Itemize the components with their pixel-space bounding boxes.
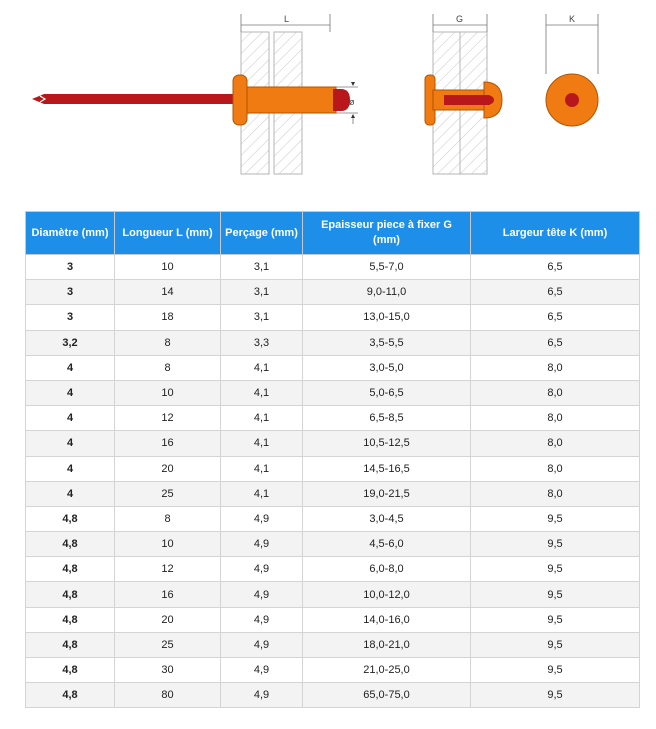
table-cell: 3: [26, 280, 115, 305]
table-row: [26, 557, 640, 582]
table-cell: 18,0-21,0: [303, 632, 471, 657]
table-cell: 9,5: [471, 532, 640, 557]
table-cell: 6,5: [471, 255, 640, 280]
table-cell: 5,5-7,0: [303, 255, 471, 280]
table-cell: 25: [115, 632, 221, 657]
table-cell: 3,0-5,0: [303, 355, 471, 380]
table-cell: 20: [115, 456, 221, 481]
table-row: [26, 330, 640, 355]
table-cell: 9,5: [471, 658, 640, 683]
table-cell: 4,8: [26, 532, 115, 557]
table-row: [26, 683, 640, 708]
table-cell: 4,9: [221, 658, 303, 683]
table-cell: 8: [115, 330, 221, 355]
table-cell: 4,5-6,0: [303, 532, 471, 557]
table-cell: 19,0-21,5: [303, 481, 471, 506]
table-cell: 4,1: [221, 380, 303, 405]
table-cell: 4: [26, 406, 115, 431]
rivet-body: [244, 87, 336, 113]
rivet-spec-table: [25, 211, 640, 708]
table-cell: 4,9: [221, 506, 303, 531]
table-row: [26, 481, 640, 506]
table-cell: 80: [115, 683, 221, 708]
table-row: [26, 658, 640, 683]
table-cell: 8: [115, 506, 221, 531]
header-largeur-tete: Largeur tête K (mm): [471, 212, 640, 255]
table-cell: 5,0-6,5: [303, 380, 471, 405]
table-cell: 12: [115, 406, 221, 431]
table-cell: 8,0: [471, 431, 640, 456]
table-cell: 14,0-16,0: [303, 607, 471, 632]
rivet-set-view: [425, 14, 502, 174]
table-cell: 4,8: [26, 683, 115, 708]
table-cell: 9,0-11,0: [303, 280, 471, 305]
table-cell: 6,5: [471, 330, 640, 355]
table-cell: 4,1: [221, 481, 303, 506]
grip-label: G: [456, 14, 464, 24]
table-row: [26, 305, 640, 330]
table-cell: 65,0-75,0: [303, 683, 471, 708]
table-cell: 30: [115, 658, 221, 683]
table-cell: 16: [115, 431, 221, 456]
table-cell: 3: [26, 255, 115, 280]
length-label: L: [284, 14, 290, 24]
table-cell: 4,9: [221, 607, 303, 632]
table-cell: 9,5: [471, 582, 640, 607]
mandrel-tip: [32, 94, 44, 104]
table-cell: 4: [26, 355, 115, 380]
table-cell: 9,5: [471, 683, 640, 708]
table-cell: 4,8: [26, 632, 115, 657]
table-cell: 4,1: [221, 456, 303, 481]
table-row: [26, 280, 640, 305]
table-row: [26, 255, 640, 280]
table-row: [26, 380, 640, 405]
table-cell: 3,3: [221, 330, 303, 355]
table-cell: 8,0: [471, 355, 640, 380]
table-cell: 8,0: [471, 380, 640, 405]
table-cell: 3: [26, 305, 115, 330]
table-cell: 9,5: [471, 632, 640, 657]
table-cell: 21,0-25,0: [303, 658, 471, 683]
table-cell: 10,0-12,0: [303, 582, 471, 607]
table-cell: 6,5: [471, 305, 640, 330]
table-cell: 3,2: [26, 330, 115, 355]
table-cell: 4: [26, 380, 115, 405]
table-cell: 4,9: [221, 557, 303, 582]
table-cell: 8,0: [471, 406, 640, 431]
table-cell: 4: [26, 431, 115, 456]
table-cell: 8: [115, 355, 221, 380]
table-cell: 4: [26, 481, 115, 506]
table-cell: 4,8: [26, 607, 115, 632]
table-cell: 9,5: [471, 557, 640, 582]
head-label: K: [569, 14, 576, 24]
table-cell: 4,9: [221, 632, 303, 657]
table-cell: 4,9: [221, 582, 303, 607]
table-row: [26, 607, 640, 632]
table-cell: 12: [115, 557, 221, 582]
table-cell: 13,0-15,0: [303, 305, 471, 330]
table-cell: 16: [115, 582, 221, 607]
header-longueur: Longueur L (mm): [115, 212, 221, 255]
header-epaisseur: Epaisseur piece à fixer G (mm): [303, 212, 471, 255]
table-cell: 4,8: [26, 658, 115, 683]
rivet-side-view: [32, 14, 358, 174]
table-row: [26, 532, 640, 557]
table-cell: 3,1: [221, 305, 303, 330]
rivet-head: [233, 75, 247, 125]
table-cell: 8,0: [471, 456, 640, 481]
table-row: [26, 355, 640, 380]
table-cell: 10: [115, 255, 221, 280]
table-header-row: [26, 212, 640, 255]
table-cell: 3,1: [221, 280, 303, 305]
table-cell: 4,1: [221, 431, 303, 456]
header-diametre: Diamètre (mm): [26, 212, 115, 255]
table-cell: 14: [115, 280, 221, 305]
table-cell: 4,9: [221, 532, 303, 557]
table-cell: 14,5-16,5: [303, 456, 471, 481]
rivet-diagram: [0, 0, 656, 200]
table-cell: 4: [26, 456, 115, 481]
table-cell: 20: [115, 607, 221, 632]
table-row: [26, 406, 640, 431]
table-cell: 25: [115, 481, 221, 506]
table-cell: 6,5: [471, 280, 640, 305]
table-row: [26, 582, 640, 607]
header-percage: Perçage (mm): [221, 212, 303, 255]
table-cell: 4,8: [26, 582, 115, 607]
table-cell: 10: [115, 380, 221, 405]
table-cell: 18: [115, 305, 221, 330]
diameter-label: ø: [349, 97, 355, 107]
table-row: [26, 506, 640, 531]
table-cell: 9,5: [471, 607, 640, 632]
table-cell: 6,0-8,0: [303, 557, 471, 582]
table-cell: 4,8: [26, 557, 115, 582]
table-cell: 8,0: [471, 481, 640, 506]
table-cell: 4,9: [221, 683, 303, 708]
table-cell: 10,5-12,5: [303, 431, 471, 456]
table-cell: 4,1: [221, 355, 303, 380]
table-cell: 4,1: [221, 406, 303, 431]
rivet-head-view: [546, 14, 598, 126]
table-cell: 10: [115, 532, 221, 557]
table-row: [26, 431, 640, 456]
table-row: [26, 632, 640, 657]
table-cell: 3,1: [221, 255, 303, 280]
table-cell: 3,5-5,5: [303, 330, 471, 355]
table-cell: 4,8: [26, 506, 115, 531]
table-cell: 3,0-4,5: [303, 506, 471, 531]
table-row: [26, 456, 640, 481]
table-cell: 6,5-8,5: [303, 406, 471, 431]
table-cell: 9,5: [471, 506, 640, 531]
